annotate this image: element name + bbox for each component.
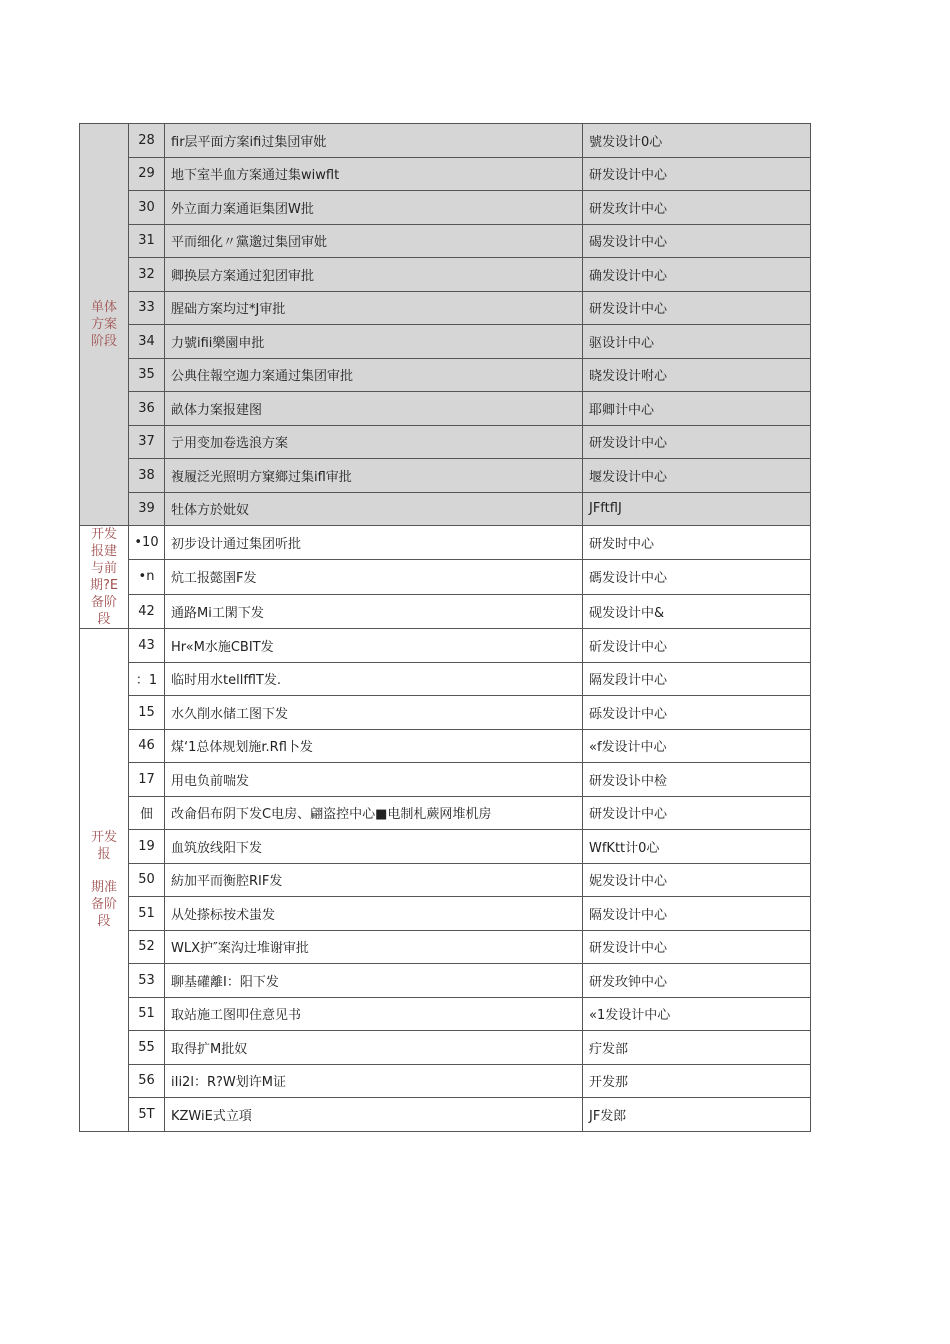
task-description: 公典住報空迦力案通过集团审批 xyxy=(165,358,583,392)
table-row xyxy=(80,258,811,292)
task-description: 临时用水tellfflT发. xyxy=(165,662,583,696)
responsible-dept: 砾发设计中心 xyxy=(583,696,811,730)
task-description: fir层平面方案ifi过集団审妣 xyxy=(165,124,583,158)
table-row xyxy=(80,629,811,663)
responsible-dept: 堰发设计中心 xyxy=(583,459,811,493)
row-number: 52 xyxy=(129,930,165,964)
responsible-dept: «f发设计中心 xyxy=(583,729,811,763)
task-description: 力號ifii樂園申批 xyxy=(165,325,583,359)
table-row xyxy=(80,594,811,628)
table-row xyxy=(80,696,811,730)
task-description: 炕工报懿圉F发 xyxy=(165,560,583,594)
row-number: 5T xyxy=(129,1098,165,1132)
responsible-dept: 碼发设计中心 xyxy=(583,560,811,594)
table-row xyxy=(80,1064,811,1098)
row-number: 50 xyxy=(129,863,165,897)
table-row xyxy=(80,358,811,392)
task-description: 亍用变加卷选浪方案 xyxy=(165,425,583,459)
row-number: 28 xyxy=(129,124,165,158)
row-number: 56 xyxy=(129,1064,165,1098)
table-row xyxy=(80,997,811,1031)
task-description: 初步设计通过集团听批 xyxy=(165,526,583,560)
task-description: 水久削水储工图下发 xyxy=(165,696,583,730)
task-description: 紡加平而衡腔RIF发 xyxy=(165,863,583,897)
task-description: WLX护″案沟辻堆谢审批 xyxy=(165,930,583,964)
stage-label-bottom: 期准备阶段 xyxy=(90,880,117,930)
responsible-dept: JF发郎 xyxy=(583,1098,811,1132)
task-description: 地下室半血方案通过集wiwflt xyxy=(165,157,583,191)
row-number: 36 xyxy=(129,392,165,426)
row-number: 51 xyxy=(129,897,165,931)
responsible-dept: 研发设计中心 xyxy=(583,157,811,191)
responsible-dept: 碣发设计中心 xyxy=(583,224,811,258)
task-description: 畝体力案报建图 xyxy=(165,392,583,426)
table-row xyxy=(80,124,811,158)
task-description: 複履泛光照明方窠鄉过集ifl审批 xyxy=(165,459,583,493)
row-number: 42 xyxy=(129,594,165,628)
row-number: •n xyxy=(129,560,165,594)
table-row xyxy=(80,1031,811,1065)
row-number: ：1 xyxy=(129,662,165,696)
row-number: 37 xyxy=(129,425,165,459)
table-row xyxy=(80,964,811,998)
stage-cell xyxy=(80,526,129,629)
responsible-dept: 研发设计中心 xyxy=(583,291,811,325)
table-row xyxy=(80,291,811,325)
table-row xyxy=(80,492,811,526)
table-row xyxy=(80,930,811,964)
responsible-dept: 驱设计中心 xyxy=(583,325,811,359)
stage-cell xyxy=(80,629,129,1132)
row-number: 佃 xyxy=(129,796,165,830)
row-number: •10 xyxy=(129,526,165,560)
table-row xyxy=(80,897,811,931)
stage-label: 开发报建与前期?E备阶段 xyxy=(89,527,119,627)
table-row xyxy=(80,392,811,426)
row-number: 53 xyxy=(129,964,165,998)
responsible-dept: 研发玫钟中心 xyxy=(583,964,811,998)
row-number: 32 xyxy=(129,258,165,292)
responsible-dept: WfKtt计0心 xyxy=(583,830,811,864)
task-description: 卿换层方案通过犯团审批 xyxy=(165,258,583,292)
row-number: 55 xyxy=(129,1031,165,1065)
task-description: 从处搽标按术蚩发 xyxy=(165,897,583,931)
responsible-dept: 隔发设计中心 xyxy=(583,897,811,931)
row-number: 51 xyxy=(129,997,165,1031)
task-description: 聊基礶離I：阳下发 xyxy=(165,964,583,998)
table-row xyxy=(80,1098,811,1132)
responsible-dept: 研发设计中心 xyxy=(583,425,811,459)
row-number: 46 xyxy=(129,729,165,763)
row-number: 43 xyxy=(129,629,165,663)
responsible-dept: 斫发设计中心 xyxy=(583,629,811,663)
table-row xyxy=(80,157,811,191)
task-description: 取站施工图叩住意见书 xyxy=(165,997,583,1031)
responsible-dept: 耶卿计中心 xyxy=(583,392,811,426)
task-description: 通路Mi工閑下发 xyxy=(165,594,583,628)
responsible-dept: 號发设计0心 xyxy=(583,124,811,158)
task-description: 改侖侣布阴下发C电房、翩盗控中心■电制札蕨网堆机房 xyxy=(165,796,583,830)
task-description: Hr«M水施CBIT发 xyxy=(165,629,583,663)
row-number: 17 xyxy=(129,763,165,797)
table-row xyxy=(80,830,811,864)
row-number: 29 xyxy=(129,157,165,191)
task-description: KZWiE式立項 xyxy=(165,1098,583,1132)
row-number: 30 xyxy=(129,191,165,225)
task-description: 血筑放线阳下发 xyxy=(165,830,583,864)
responsible-dept: 疔发部 xyxy=(583,1031,811,1065)
task-description: iIi2l：R?W划许M证 xyxy=(165,1064,583,1098)
row-number: 19 xyxy=(129,830,165,864)
responsible-dept: JFftflJ xyxy=(583,492,811,526)
responsible-dept: 开发那 xyxy=(583,1064,811,1098)
responsible-dept: «1发设计中心 xyxy=(583,997,811,1031)
responsible-dept: 研发设计中心 xyxy=(583,930,811,964)
table-row xyxy=(80,224,811,258)
responsible-dept: 隔发段计中心 xyxy=(583,662,811,696)
responsible-dept: 研发设讣中检 xyxy=(583,763,811,797)
table-row xyxy=(80,863,811,897)
task-description: 平而细化〃黨邈过集団审妣 xyxy=(165,224,583,258)
responsible-dept: 研发时中心 xyxy=(583,526,811,560)
table-row xyxy=(80,325,811,359)
task-description: 牡体方於妣奴 xyxy=(165,492,583,526)
table-row xyxy=(80,191,811,225)
row-number: 39 xyxy=(129,492,165,526)
stage-label-top: 开发报 xyxy=(90,830,117,863)
responsible-dept: 研发设计中心 xyxy=(583,796,811,830)
task-description: 煤‘1总体规划施r.Rfl卜发 xyxy=(165,729,583,763)
table-row xyxy=(80,796,811,830)
table-row xyxy=(80,662,811,696)
row-number: 38 xyxy=(129,459,165,493)
table-row xyxy=(80,560,811,594)
row-number: 34 xyxy=(129,325,165,359)
schedule-table xyxy=(79,123,811,1132)
row-number: 31 xyxy=(129,224,165,258)
stage-label: 单体方案阶段 xyxy=(90,300,117,349)
table-row xyxy=(80,763,811,797)
table-row xyxy=(80,425,811,459)
responsible-dept: 砚发设计中& xyxy=(583,594,811,628)
table-row xyxy=(80,459,811,493)
task-description: 用电负前喘发 xyxy=(165,763,583,797)
stage-cell xyxy=(80,124,129,526)
schedule-body xyxy=(80,124,811,1132)
responsible-dept: 确发设计中心 xyxy=(583,258,811,292)
table-row xyxy=(80,729,811,763)
row-number: 15 xyxy=(129,696,165,730)
row-number: 33 xyxy=(129,291,165,325)
task-description: 腥础方案均过*J审批 xyxy=(165,291,583,325)
responsible-dept: 妮发设计中心 xyxy=(583,863,811,897)
row-number: 35 xyxy=(129,358,165,392)
task-description: 外立面力案通讵集团W批 xyxy=(165,191,583,225)
table-row xyxy=(80,526,811,560)
responsible-dept: 晓发设计咐心 xyxy=(583,358,811,392)
responsible-dept: 研发玫计中心 xyxy=(583,191,811,225)
task-description: 取得扩M批奴 xyxy=(165,1031,583,1065)
